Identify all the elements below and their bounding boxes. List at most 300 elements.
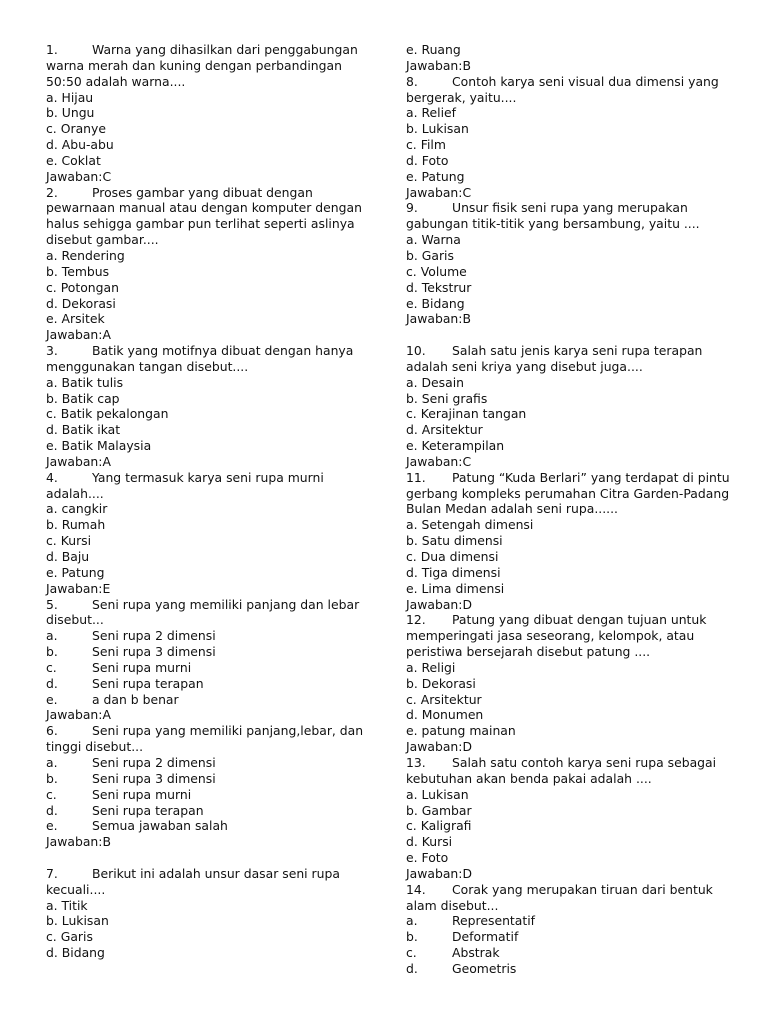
- question-text: Proses gambar yang dibuat dengan: [92, 184, 313, 200]
- answer-option: [46, 137, 366, 153]
- question-number: 5.: [46, 596, 58, 612]
- option-label: d.: [406, 707, 418, 723]
- question-text-line: [46, 343, 366, 359]
- option-label: c.: [406, 691, 417, 707]
- option-label: a.: [406, 105, 418, 121]
- option-label: d.: [406, 834, 418, 850]
- answer-option: [46, 438, 366, 454]
- answer-option: [406, 707, 728, 723]
- option-text: a dan b benar: [92, 691, 179, 707]
- question-number: 4.: [46, 469, 58, 485]
- option-label: d.: [46, 675, 58, 691]
- question-text-line: [406, 200, 728, 216]
- question-text: Berikut ini adalah unsur dasar seni rupa: [92, 865, 340, 881]
- option-label: e.: [406, 723, 418, 739]
- answer-option: [46, 311, 366, 327]
- answer-option: [406, 818, 728, 834]
- question-text: adalah....: [46, 485, 104, 501]
- option-label: c.: [46, 533, 57, 549]
- question-number: 7.: [46, 865, 58, 881]
- option-label: b.: [406, 247, 418, 263]
- answer-key: Jawaban:C: [406, 453, 472, 469]
- option-label: a.: [406, 374, 418, 390]
- question-text: Salah satu jenis karya seni rupa terapan: [452, 343, 703, 359]
- option-text: Keterampilan: [421, 438, 505, 454]
- answer-option: [406, 676, 728, 692]
- option-label: c.: [46, 121, 57, 137]
- option-text: Representatif: [452, 913, 536, 929]
- question-number: 12.: [406, 612, 426, 628]
- question-text-line: [406, 755, 728, 771]
- option-text: Abstrak: [452, 945, 500, 961]
- option-text: Tekstrur: [421, 279, 472, 295]
- question-text: adalah seni kriya yang disebut juga....: [406, 358, 643, 374]
- option-text: Batik Malaysia: [61, 438, 152, 454]
- question-text: Patung “Kuda Berlari” yang terdapat di pintu: [452, 469, 730, 485]
- option-label: a.: [406, 517, 418, 533]
- answer-option: [406, 834, 728, 850]
- option-label: c.: [46, 279, 57, 295]
- option-text: Batik ikat: [61, 422, 121, 438]
- answer-key: Jawaban:B: [406, 311, 471, 327]
- option-label: e.: [406, 580, 418, 596]
- answer-option: [406, 105, 728, 121]
- question-text: Seni rupa yang memiliki panjang,lebar, dan: [92, 723, 364, 739]
- option-label: c.: [46, 406, 57, 422]
- option-text: Hijau: [61, 89, 94, 105]
- option-text: Seni rupa terapan: [92, 802, 204, 818]
- option-text: Seni rupa 2 dimensi: [92, 628, 216, 644]
- option-text: Patung: [61, 564, 105, 580]
- answer-option: [406, 581, 728, 597]
- option-label: a.: [46, 89, 58, 105]
- question-text: warna merah dan kuning dengan perbandingan: [46, 57, 342, 73]
- option-label: d.: [406, 422, 418, 438]
- question-text: halus sehigga gambar pun terlihat seperti aslinya: [46, 216, 355, 232]
- option-text: Monumen: [421, 707, 484, 723]
- blank-line: [406, 327, 728, 343]
- answer-key: Jawaban:C: [46, 168, 112, 184]
- option-label: b.: [46, 644, 58, 660]
- option-text: Setengah dimensi: [421, 517, 534, 533]
- answer-option: [46, 391, 366, 407]
- answer-option: [406, 232, 728, 248]
- question-text-line: [46, 866, 366, 882]
- answer-option: [406, 945, 728, 961]
- answer-option: [406, 169, 728, 185]
- question-text-line: [46, 232, 366, 248]
- answer-option: [406, 913, 728, 929]
- option-text: Warna: [421, 232, 461, 248]
- option-text: Relief: [421, 105, 457, 121]
- answer-option: [46, 248, 366, 264]
- answer-option: [406, 137, 728, 153]
- option-text: Rumah: [61, 517, 106, 533]
- answer-key: Jawaban:B: [46, 834, 111, 850]
- answer-option: [46, 755, 366, 771]
- option-label: e.: [406, 438, 418, 454]
- question-text: 50:50 adalah warna....: [46, 73, 186, 89]
- question-text: Warna yang dihasilkan dari penggabungan: [92, 42, 358, 57]
- answer-option: [406, 121, 728, 137]
- answer-option: [46, 898, 366, 914]
- question-text-line: [46, 200, 366, 216]
- answer-option: [46, 644, 366, 660]
- answer-option: [406, 42, 728, 58]
- option-text: Ruang: [421, 42, 461, 57]
- question-text-line: [406, 882, 728, 898]
- answer-option: [46, 280, 366, 296]
- question-text-line: [406, 644, 728, 660]
- option-text: Desain: [421, 374, 465, 390]
- answer-option: [46, 296, 366, 312]
- answer-option: [46, 913, 366, 929]
- answer-option: [46, 406, 366, 422]
- answer-option: [406, 422, 728, 438]
- answer-option: [46, 692, 366, 708]
- answer-option: [406, 803, 728, 819]
- answer-key: Jawaban:B: [406, 57, 471, 73]
- option-label: e.: [406, 168, 418, 184]
- answer-option: [46, 628, 366, 644]
- question-number: 1.: [46, 42, 58, 57]
- left-column: [46, 42, 366, 961]
- answer-option: [46, 264, 366, 280]
- answer-option: [406, 406, 728, 422]
- option-text: Deformatif: [452, 929, 519, 945]
- question-text-line: [46, 359, 366, 375]
- answer-option: [406, 787, 728, 803]
- option-text: Potongan: [60, 279, 119, 295]
- option-text: Garis: [60, 929, 93, 945]
- option-label: c.: [406, 137, 417, 153]
- option-label: b.: [46, 913, 58, 929]
- option-label: a.: [46, 628, 58, 644]
- option-label: e.: [406, 295, 418, 311]
- option-label: e.: [46, 311, 58, 327]
- answer-option: [46, 945, 366, 961]
- option-text: Bidang: [421, 295, 465, 311]
- option-label: c.: [46, 929, 57, 945]
- answer-option: [46, 771, 366, 787]
- option-label: d.: [406, 960, 418, 976]
- option-text: Kerajinan tangan: [420, 406, 527, 422]
- answer-option: [46, 803, 366, 819]
- answer-option: [46, 105, 366, 121]
- option-label: a.: [46, 754, 58, 770]
- answer-option: [406, 391, 728, 407]
- option-text: Seni rupa 3 dimensi: [92, 644, 216, 660]
- option-label: e.: [46, 564, 58, 580]
- option-label: b.: [406, 121, 418, 137]
- option-text: Rendering: [61, 247, 125, 263]
- option-text: Seni rupa 3 dimensi: [92, 770, 216, 786]
- answer-option: [46, 549, 366, 565]
- question-text: Seni rupa yang memiliki panjang dan lebar: [92, 596, 360, 612]
- answer-option: [46, 375, 366, 391]
- question-text: Yang termasuk karya seni rupa murni: [92, 469, 324, 485]
- option-label: c.: [406, 945, 417, 961]
- answer-option: [46, 121, 366, 137]
- question-text: Patung yang dibuat dengan tujuan untuk: [452, 612, 707, 628]
- option-label: b.: [406, 390, 418, 406]
- option-label: d.: [46, 802, 58, 818]
- option-text: Titik: [61, 897, 88, 913]
- question-text-line: [406, 501, 728, 517]
- question-text: Contoh karya seni visual dua dimensi yang: [452, 73, 719, 89]
- question-number: 8.: [406, 73, 418, 89]
- question-text-line: [406, 216, 728, 232]
- answer-option: [406, 549, 728, 565]
- option-label: d.: [46, 137, 58, 153]
- option-label: a.: [46, 501, 58, 517]
- question-text-line: [406, 343, 728, 359]
- question-number: 9.: [406, 200, 418, 216]
- question-text-line: [406, 359, 728, 375]
- option-label: a.: [406, 913, 418, 929]
- question-text: kecuali....: [46, 881, 106, 897]
- option-text: Lukisan: [61, 913, 109, 929]
- answer-option: [406, 248, 728, 264]
- question-text: Batik yang motifnya dibuat dengan hanya: [92, 343, 354, 359]
- option-text: Lukisan: [421, 786, 469, 802]
- option-text: Film: [420, 137, 446, 153]
- option-text: Dua dimensi: [420, 549, 499, 564]
- option-text: Bidang: [61, 945, 105, 961]
- question-text: disebut...: [46, 612, 104, 628]
- option-text: Seni rupa terapan: [92, 675, 204, 691]
- option-text: Batik cap: [61, 390, 120, 406]
- right-column: [406, 42, 728, 977]
- answer-option: [406, 280, 728, 296]
- answer-option: [406, 961, 728, 977]
- question-number: 13.: [406, 754, 426, 770]
- option-label: e.: [46, 691, 58, 707]
- option-label: a.: [406, 232, 418, 248]
- option-label: b.: [46, 390, 58, 406]
- option-text: Seni rupa 2 dimensi: [92, 754, 216, 770]
- question-number: 11.: [406, 469, 426, 485]
- option-label: b.: [46, 517, 58, 533]
- question-text-line: [46, 42, 366, 58]
- option-text: Dekorasi: [421, 675, 476, 691]
- option-text: Ungu: [61, 105, 95, 121]
- answer-option: [46, 90, 366, 106]
- question-text: tinggi disebut...: [46, 739, 144, 755]
- option-label: c.: [406, 549, 417, 564]
- option-text: Tembus: [61, 263, 110, 279]
- option-label: b.: [406, 675, 418, 691]
- question-number: 3.: [46, 343, 58, 359]
- option-text: Satu dimensi: [421, 533, 503, 549]
- question-text-line: [46, 58, 366, 74]
- option-text: Arsitektur: [420, 691, 482, 707]
- option-text: Seni grafis: [421, 390, 488, 406]
- option-text: Volume: [420, 263, 467, 279]
- question-text: alam disebut...: [406, 897, 499, 913]
- answer-option: [406, 517, 728, 533]
- answer-option: [46, 533, 366, 549]
- question-text: menggunakan tangan disebut....: [46, 358, 249, 374]
- option-text: Religi: [421, 659, 456, 675]
- question-text-line: [406, 898, 728, 914]
- question-text-line: [46, 612, 366, 628]
- answer-option: [406, 533, 728, 549]
- option-text: Baju: [61, 549, 90, 564]
- answer-key: Jawaban:D: [406, 596, 473, 612]
- option-text: Lukisan: [421, 121, 469, 137]
- question-text: gerbang kompleks perumahan Citra Garden-Padang: [406, 485, 730, 501]
- option-label: c.: [406, 406, 417, 422]
- question-text-line: [46, 882, 366, 898]
- option-label: d.: [46, 422, 58, 438]
- option-text: patung mainan: [421, 723, 516, 739]
- question-text-line: [406, 74, 728, 90]
- blank-line: [46, 850, 366, 866]
- option-label: d.: [46, 295, 58, 311]
- option-label: b.: [406, 533, 418, 549]
- answer-option: [406, 692, 728, 708]
- option-text: Abu-abu: [61, 137, 114, 153]
- question-text: gabungan titik-titik yang bersambung, yaitu ....: [406, 216, 700, 232]
- answer-option: [46, 787, 366, 803]
- option-label: a.: [46, 897, 58, 913]
- option-text: Garis: [421, 247, 454, 263]
- option-text: Lima dimensi: [421, 580, 505, 596]
- option-label: b.: [406, 802, 418, 818]
- option-label: c.: [406, 263, 417, 279]
- question-text: memperingati jasa seseorang, kelompok, atau: [406, 628, 695, 644]
- answer-option: [46, 422, 366, 438]
- question-text: bergerak, yaitu....: [406, 89, 517, 105]
- option-text: Seni rupa murni: [92, 786, 192, 802]
- option-text: Batik pekalongan: [60, 406, 169, 422]
- answer-option: [46, 660, 366, 676]
- option-label: d.: [406, 564, 418, 580]
- answer-key: Jawaban:A: [46, 707, 111, 723]
- option-label: d.: [406, 279, 418, 295]
- question-text: peristiwa bersejarah disebut patung ....: [406, 644, 651, 660]
- option-label: a.: [406, 786, 418, 802]
- question-text-line: [46, 74, 366, 90]
- question-text-line: [406, 486, 728, 502]
- question-text: Corak yang merupakan tiruan dari bentuk: [452, 881, 713, 897]
- question-text: disebut gambar....: [46, 232, 159, 248]
- option-text: Geometris: [452, 960, 517, 976]
- answer-option: [406, 153, 728, 169]
- answer-option: [406, 296, 728, 312]
- question-text: Salah satu contoh karya seni rupa sebagai: [452, 754, 717, 770]
- option-text: Kursi: [60, 533, 92, 549]
- answer-option: [46, 676, 366, 692]
- option-label: a.: [406, 659, 418, 675]
- option-text: Oranye: [60, 121, 106, 137]
- question-text-line: [46, 185, 366, 201]
- answer-key: Jawaban:D: [406, 865, 473, 881]
- option-label: e.: [46, 152, 58, 168]
- question-text: Unsur fisik seni rupa yang merupakan: [452, 200, 688, 216]
- option-text: Kursi: [421, 834, 453, 850]
- option-text: Batik tulis: [61, 374, 124, 390]
- option-label: a.: [46, 374, 58, 390]
- option-label: c.: [46, 659, 57, 675]
- question-text: pewarnaan manual atau dengan komputer dengan: [46, 200, 362, 216]
- option-text: Foto: [421, 152, 449, 168]
- question-text-line: [46, 723, 366, 739]
- answer-option: [406, 438, 728, 454]
- answer-option: [406, 723, 728, 739]
- option-text: cangkir: [61, 501, 108, 517]
- question-number: 6.: [46, 723, 58, 739]
- question-text-line: [46, 597, 366, 613]
- question-text-line: [406, 771, 728, 787]
- answer-option: [406, 660, 728, 676]
- option-text: Semua jawaban salah: [92, 818, 228, 834]
- option-label: c.: [46, 786, 57, 802]
- answer-key: Jawaban:A: [46, 453, 111, 469]
- answer-option: [46, 565, 366, 581]
- option-text: Gambar: [421, 802, 472, 818]
- option-label: d.: [46, 945, 58, 961]
- answer-option: [406, 375, 728, 391]
- answer-option: [46, 929, 366, 945]
- question-number: 10.: [406, 343, 426, 359]
- question-text-line: [406, 90, 728, 106]
- option-label: a.: [46, 247, 58, 263]
- answer-option: [406, 264, 728, 280]
- option-label: e.: [46, 818, 58, 834]
- question-text: Bulan Medan adalah seni rupa......: [406, 501, 618, 517]
- option-text: Coklat: [61, 152, 101, 168]
- answer-option: [46, 818, 366, 834]
- option-label: d.: [46, 549, 58, 564]
- question-text-line: [46, 216, 366, 232]
- question-text-line: [406, 612, 728, 628]
- answer-option: [406, 850, 728, 866]
- question-text-line: [46, 739, 366, 755]
- answer-option: [406, 929, 728, 945]
- answer-key: Jawaban:D: [406, 739, 473, 755]
- option-text: Tiga dimensi: [421, 564, 501, 580]
- option-label: e.: [406, 850, 418, 866]
- option-text: Arsitek: [61, 311, 105, 327]
- option-text: Kaligrafi: [420, 818, 472, 834]
- answer-option: [406, 565, 728, 581]
- answer-option: [46, 501, 366, 517]
- option-label: b.: [406, 929, 418, 945]
- question-text-line: [46, 470, 366, 486]
- question-text: kebutuhan akan benda pakai adalah ....: [406, 770, 652, 786]
- question-number: 14.: [406, 881, 426, 897]
- question-number: 2.: [46, 184, 58, 200]
- option-label: c.: [406, 818, 417, 834]
- option-text: Seni rupa murni: [92, 659, 192, 675]
- option-label: b.: [46, 263, 58, 279]
- option-label: b.: [46, 105, 58, 121]
- option-text: Dekorasi: [61, 295, 116, 311]
- option-text: Patung: [421, 168, 465, 184]
- option-label: d.: [406, 152, 418, 168]
- option-text: Arsitektur: [421, 422, 483, 438]
- question-text-line: [406, 470, 728, 486]
- option-label: e.: [406, 42, 418, 57]
- answer-key: Jawaban:E: [46, 580, 111, 596]
- answer-key: Jawaban:A: [46, 327, 111, 343]
- option-label: e.: [46, 438, 58, 454]
- answer-option: [46, 517, 366, 533]
- answer-key: Jawaban:C: [406, 184, 472, 200]
- question-text-line: [46, 486, 366, 502]
